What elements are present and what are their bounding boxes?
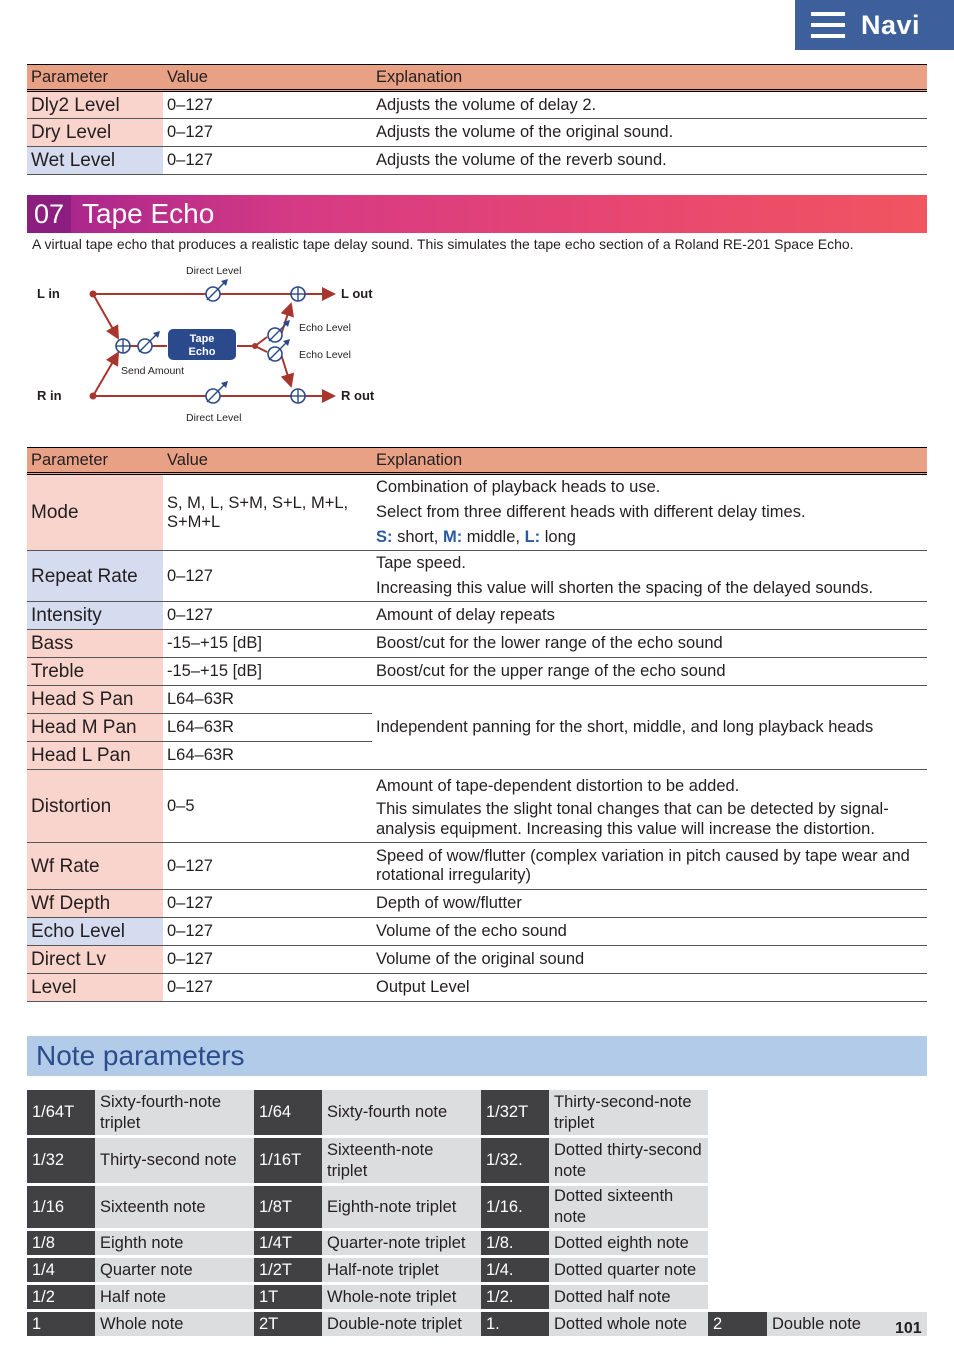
note-name: Dotted whole note [549,1312,708,1336]
table-row [27,602,927,630]
param-name: Dly2 Level [27,91,163,119]
table-row [27,770,927,843]
param-name: Echo Level [27,918,163,946]
note-parameters-title: Note parameters [36,1040,245,1071]
note-name: Quarter-note triplet [322,1231,481,1255]
menu-icon [811,12,845,38]
note-name: Half-note triplet [322,1258,481,1282]
explanation-line: Amount of tape-dependent distortion to be added. [376,776,740,795]
table-row [27,890,927,918]
note-name: Thirty-second-note triplet [549,1090,708,1135]
param-explanation: Output Level [372,974,927,1002]
column-header: Value [163,65,372,91]
navi-button[interactable] [795,0,954,50]
legend-key: L: [524,528,541,546]
note-name: Eighth note [95,1231,254,1255]
column-header: Parameter [27,65,163,91]
param-value: L64–63R [163,714,372,742]
param-explanation: Adjusts the volume of the original sound. [372,119,927,147]
column-header: Explanation [372,65,927,91]
note-code: 2T [254,1312,322,1336]
note-name: Dotted thirty-second note [549,1138,708,1183]
param-value: 0–127 [163,602,372,630]
note-code: 1/4. [481,1258,549,1282]
note-parameters-table [27,1087,927,1339]
table-row [27,843,927,890]
explanation-line: Tape speed. [376,554,466,572]
param-name: Wet Level [27,147,163,175]
note-code: 1/4 [27,1258,95,1282]
direct-level-bottom-label: Direct Level [186,412,242,424]
param-value: 0–127 [163,147,372,175]
note-code: 1/2. [481,1285,549,1309]
l-out-label: L out [341,286,373,301]
note-code: 1. [481,1312,549,1336]
l-in-label: L in [37,286,60,301]
table-row [27,1285,927,1309]
param-explanation [372,770,927,843]
param-name: Head M Pan [27,714,163,742]
param-explanation: Boost/cut for the upper range of the echo sound [372,658,927,686]
note-name: Dotted quarter note [549,1258,708,1282]
explanation-line: Select from three different heads with different delay times. [376,503,806,521]
section-title: Tape Echo [82,198,215,229]
section-number: 07 [27,195,71,233]
column-header: Parameter [27,448,163,474]
legend-key: S: [376,528,393,546]
param-value: 0–127 [163,890,372,918]
param-value: -15–+15 [dB] [163,658,372,686]
param-value: 0–127 [163,551,372,602]
note-code: 1/32 [27,1138,95,1183]
note-name: Dotted eighth note [549,1231,708,1255]
param-value: 0–127 [163,946,372,974]
table-row [27,946,927,974]
param-explanation [372,551,927,602]
tape-echo-block-line1: Tape [189,333,215,345]
param-name: Dry Level [27,119,163,147]
empty-cell [708,1285,927,1309]
param-name: Distortion [27,770,163,843]
param-value: L64–63R [163,742,372,770]
explanation-line: Increasing this value will shorten the spacing of the delayed sounds. [376,579,874,597]
param-explanation: Amount of delay repeats [372,602,927,630]
table-row [27,918,927,946]
table-row [27,147,927,175]
param-explanation: Volume of the echo sound [372,918,927,946]
param-name: Bass [27,630,163,658]
param-value: 0–127 [163,91,372,119]
table-row [27,1258,927,1282]
empty-cell [708,1090,927,1135]
table-row [27,474,927,551]
note-name: Sixty-fourth note [322,1090,481,1135]
note-name: Whole-note triplet [322,1285,481,1309]
column-header: Explanation [372,448,927,474]
note-code: 1/2T [254,1258,322,1282]
param-name: Head S Pan [27,686,163,714]
note-name: Double note [767,1312,927,1336]
table-row [27,630,927,658]
legend-key: M: [442,528,463,546]
param-value: 0–5 [163,770,372,843]
table-header [27,65,927,91]
empty-cell [708,1258,927,1282]
param-explanation: Depth of wow/flutter [372,890,927,918]
note-code: 1/8 [27,1231,95,1255]
param-value: 0–127 [163,119,372,147]
note-name: Dotted sixteenth note [549,1186,708,1228]
table-row [27,974,927,1002]
legend-text: long [544,528,576,546]
note-code: 1/64 [254,1090,322,1135]
note-code: 1 [27,1312,95,1336]
note-code: 2 [708,1312,767,1336]
note-code: 1/32. [481,1138,549,1183]
param-name: Direct Lv [27,946,163,974]
note-code: 1/64T [27,1090,95,1135]
empty-cell [708,1186,927,1228]
table-row [27,119,927,147]
table-row [27,658,927,686]
legend-text: short, [397,528,443,546]
navi-label: Navi [861,9,921,40]
param-value: 0–127 [163,918,372,946]
param-explanation: Independent panning for the short, middle, and long playback heads [372,686,927,770]
note-code: 1/32T [481,1090,549,1135]
note-name: Dotted half note [549,1285,708,1309]
empty-cell [708,1231,927,1255]
param-value: L64–63R [163,686,372,714]
note-name: Whole note [95,1312,254,1336]
direct-level-top-label: Direct Level [186,265,242,277]
send-amount-label: Send Amount [121,365,185,377]
param-name: Wf Depth [27,890,163,918]
param-explanation: Volume of the original sound [372,946,927,974]
table-row [27,1090,927,1135]
param-name: Wf Rate [27,843,163,890]
table-row [27,1138,927,1183]
note-name: Eighth-note triplet [322,1186,481,1228]
tape-echo-block-line2: Echo [188,346,216,358]
table-row [27,91,927,119]
reverb-parameter-table [27,64,927,175]
param-name: Level [27,974,163,1002]
param-value: 0–127 [163,843,372,890]
param-explanation: Adjusts the volume of the reverb sound. [372,147,927,175]
table-row [27,686,927,714]
param-name: Repeat Rate [27,551,163,602]
note-name: Thirty-second note [95,1138,254,1183]
param-value: S, M, L, S+M, S+L, M+L, S+M+L [163,474,372,551]
note-code: 1/2 [27,1285,95,1309]
echo-level-label: Echo Level [299,322,351,334]
r-in-label: R in [37,388,62,403]
head-legend [376,525,923,550]
note-name: Sixteenth-note triplet [322,1138,481,1183]
param-explanation: Boost/cut for the lower range of the echo sound [372,630,927,658]
param-name: Head L Pan [27,742,163,770]
param-name: Intensity [27,602,163,630]
param-explanation: Speed of wow/flutter (complex variation in pitch caused by tape wear and rotational irregularity) [372,843,927,890]
empty-cell [708,1138,927,1183]
note-name: Quarter note [95,1258,254,1282]
note-name: Half note [95,1285,254,1309]
param-name: Treble [27,658,163,686]
page-number: 101 [895,1320,922,1337]
param-explanation [372,474,927,551]
table-row [27,1231,927,1255]
legend-text: middle, [466,528,525,546]
param-value: 0–127 [163,974,372,1002]
column-header: Value [163,448,372,474]
tape-echo-parameter-table [27,447,927,1002]
echo-level-label: Echo Level [299,349,351,361]
section-description: A virtual tape echo that produces a realistic tape delay sound. This simulates the tape echo section of a Roland RE-201 Space Echo. [32,236,854,252]
note-name: Sixteenth note [95,1186,254,1228]
table-row [27,1186,927,1228]
note-name: Sixty-fourth-note triplet [95,1090,254,1135]
r-out-label: R out [341,388,375,403]
param-explanation: Adjusts the volume of delay 2. [372,91,927,119]
table-row [27,1312,927,1336]
note-code: 1/16T [254,1138,322,1183]
note-code: 1/4T [254,1231,322,1255]
signal-flow-diagram [27,258,407,428]
param-name: Mode [27,474,163,551]
section-header [27,195,927,233]
note-code: 1/8. [481,1231,549,1255]
note-name: Double-note triplet [322,1312,481,1336]
table-header [27,448,927,474]
note-code: 1/16 [27,1186,95,1228]
param-value: -15–+15 [dB] [163,630,372,658]
table-row [27,551,927,602]
note-code: 1/16. [481,1186,549,1228]
explanation-line: Combination of playback heads to use. [376,478,661,496]
note-parameters-header [27,1036,927,1076]
note-code: 1/8T [254,1186,322,1228]
explanation-line: This simulates the slight tonal changes that can be detected by signal-analysis equipment. Increasing this value will increase the distortion. [376,799,889,838]
note-code: 1T [254,1285,322,1309]
